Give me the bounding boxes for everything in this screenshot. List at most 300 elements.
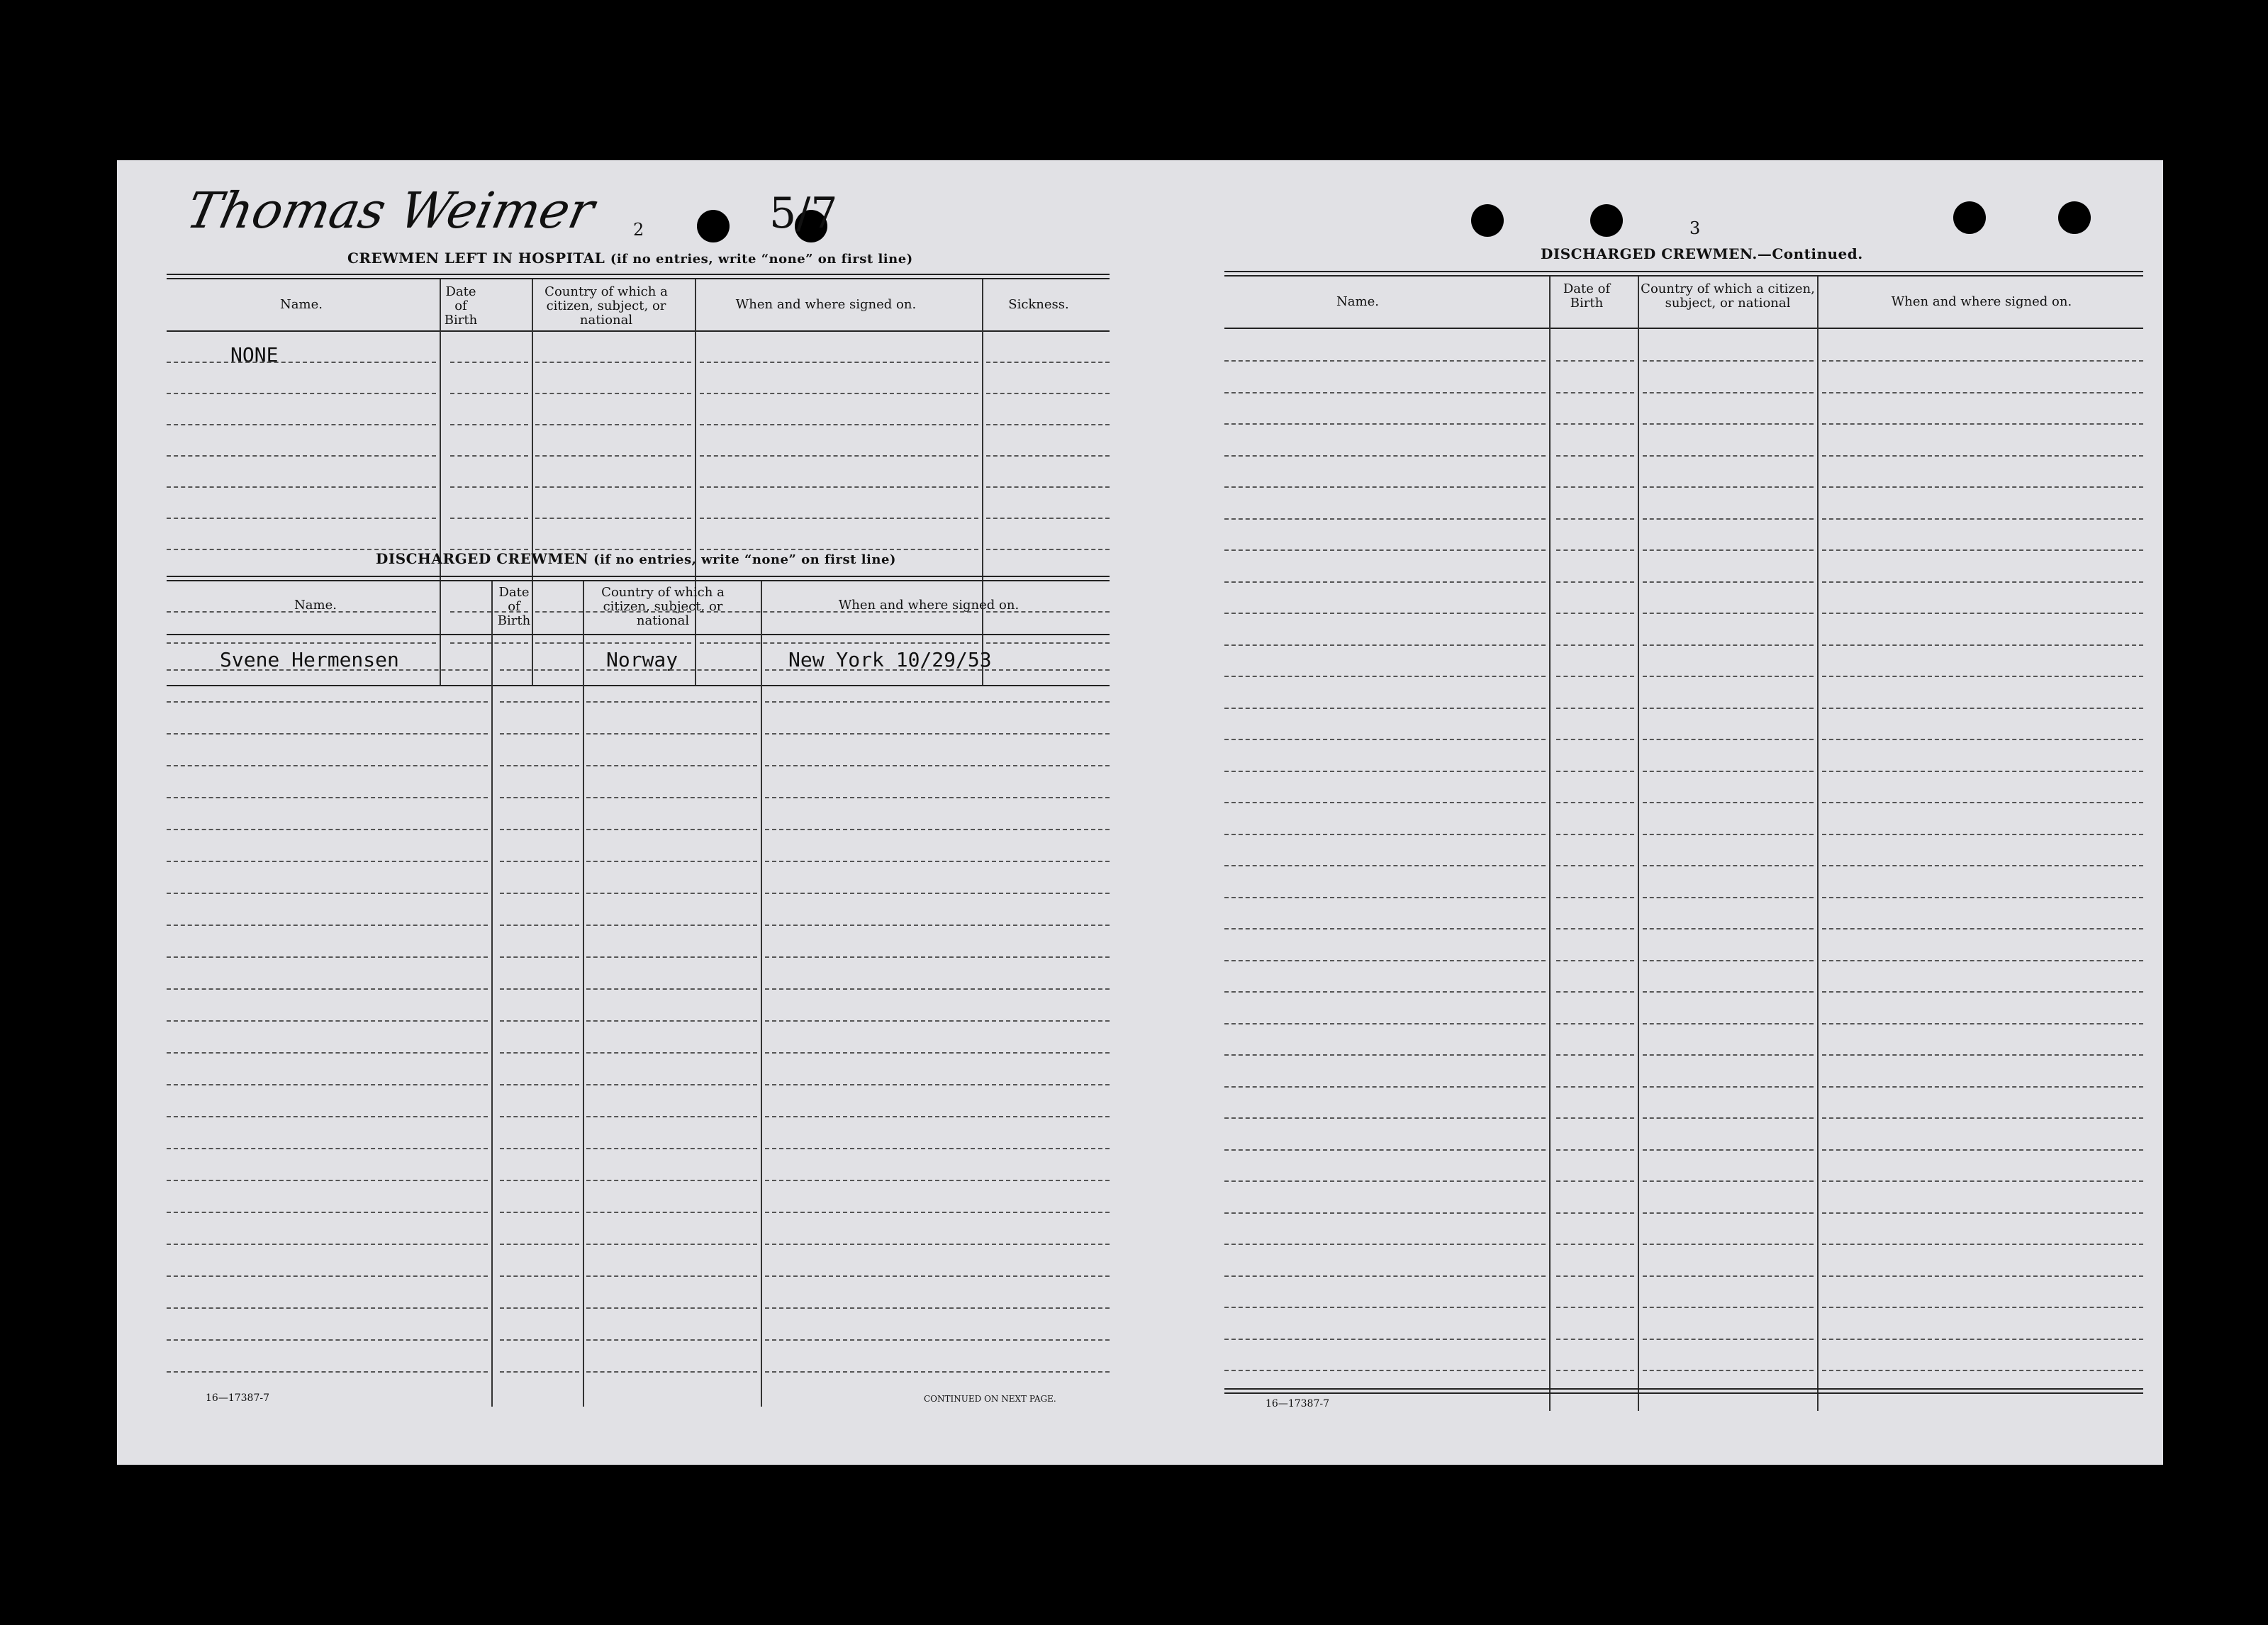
column-divider bbox=[761, 581, 762, 1407]
ruled-line bbox=[167, 701, 488, 703]
ruled-line bbox=[1556, 802, 1634, 803]
ruled-line bbox=[1224, 865, 1546, 866]
ruled-line bbox=[1643, 1307, 1814, 1308]
ruled-line bbox=[1643, 1054, 1814, 1056]
ruled-line bbox=[1822, 1117, 2143, 1119]
ruled-line bbox=[765, 925, 1110, 926]
ruled-line bbox=[765, 797, 1110, 798]
form-number: 16—17387-7 bbox=[206, 1392, 269, 1404]
ruled-line bbox=[450, 518, 528, 519]
ruled-line bbox=[1556, 581, 1634, 583]
ruled-line bbox=[500, 925, 579, 926]
ruled-line bbox=[1224, 1307, 1546, 1308]
ruled-line bbox=[1643, 1244, 1814, 1245]
col-header-signed: When and where signed on. bbox=[1891, 294, 2072, 309]
ruled-line bbox=[1556, 928, 1634, 929]
ruled-line bbox=[986, 486, 1110, 488]
ruled-line bbox=[1822, 1307, 2143, 1308]
ruled-line bbox=[167, 1020, 488, 1022]
ruled-line bbox=[765, 1371, 1110, 1373]
ruled-line bbox=[1556, 739, 1634, 740]
ruled-line bbox=[535, 455, 691, 457]
ruled-line bbox=[1822, 360, 2143, 362]
col-header-signed: When and where signed on. bbox=[838, 598, 1020, 613]
ruled-line bbox=[1643, 928, 1814, 929]
ruled-line bbox=[1643, 549, 1814, 551]
ruled-line bbox=[765, 893, 1110, 894]
ruled-line bbox=[1556, 423, 1634, 425]
ruled-line bbox=[586, 1084, 757, 1085]
ruled-line bbox=[1556, 1339, 1634, 1340]
ruled-line bbox=[1556, 455, 1634, 457]
ruled-line bbox=[1224, 708, 1546, 709]
ruled-line bbox=[765, 1180, 1110, 1181]
ruled-line bbox=[450, 642, 528, 644]
header-underline bbox=[167, 634, 1110, 635]
column-divider bbox=[583, 581, 584, 1407]
ruled-line bbox=[167, 988, 488, 990]
page-number: 2 bbox=[633, 220, 644, 240]
ruled-line bbox=[500, 701, 579, 703]
ruled-line bbox=[586, 733, 757, 735]
ruled-line bbox=[500, 1307, 579, 1309]
ruled-line bbox=[1822, 771, 2143, 772]
punch-hole bbox=[1953, 201, 1986, 234]
ruled-line bbox=[1822, 581, 2143, 583]
ruled-line bbox=[1643, 708, 1814, 709]
ruled-line bbox=[986, 549, 1110, 550]
ruled-line bbox=[1224, 581, 1546, 583]
ruled-line bbox=[1556, 392, 1634, 393]
ruled-line bbox=[1556, 360, 1634, 362]
column-divider bbox=[1549, 277, 1551, 1411]
ruled-line bbox=[1643, 392, 1814, 393]
ruled-line bbox=[167, 1180, 488, 1181]
ruled-line bbox=[167, 1244, 488, 1245]
ruled-line bbox=[167, 1116, 488, 1117]
ruled-line bbox=[1822, 1244, 2143, 1245]
ruled-line bbox=[535, 362, 691, 363]
ruled-line bbox=[167, 362, 436, 363]
ruled-line bbox=[586, 1307, 757, 1309]
ruled-line bbox=[1224, 455, 1546, 457]
ruled-line bbox=[500, 861, 579, 862]
ruled-line bbox=[1643, 1117, 1814, 1119]
column-divider bbox=[440, 279, 441, 685]
ruled-line bbox=[1224, 613, 1546, 614]
ruled-line bbox=[500, 1020, 579, 1022]
ruled-line bbox=[586, 1371, 757, 1373]
ruled-line bbox=[167, 1275, 488, 1277]
ruled-line bbox=[450, 393, 528, 394]
ruled-line bbox=[1643, 455, 1814, 457]
ruled-line bbox=[167, 861, 488, 862]
ruled-line bbox=[167, 1339, 488, 1341]
ruled-line bbox=[450, 362, 528, 363]
ruled-line bbox=[500, 1084, 579, 1085]
ruled-line bbox=[700, 642, 978, 644]
ruled-line bbox=[986, 362, 1110, 363]
ruled-line bbox=[167, 829, 488, 830]
ruled-line bbox=[1556, 1149, 1634, 1151]
footer-rule bbox=[1224, 1388, 2143, 1394]
ruled-line bbox=[765, 1116, 1110, 1117]
ruled-line bbox=[1224, 960, 1546, 961]
ruled-line bbox=[986, 455, 1110, 457]
ruled-line bbox=[1224, 1054, 1546, 1056]
col-header-dob: Date of Birth bbox=[444, 284, 478, 328]
ruled-line bbox=[1643, 1180, 1814, 1182]
ruled-line bbox=[765, 1052, 1110, 1054]
ruled-line bbox=[1224, 1149, 1546, 1151]
ruled-line bbox=[1224, 739, 1546, 740]
ruled-line bbox=[765, 1084, 1110, 1085]
ruled-line bbox=[1556, 771, 1634, 772]
ruled-line bbox=[1224, 928, 1546, 929]
ruled-line bbox=[167, 1307, 488, 1309]
column-divider bbox=[1817, 277, 1819, 1411]
ruled-line bbox=[700, 486, 978, 488]
ruled-line bbox=[1822, 1339, 2143, 1340]
ruled-line bbox=[1822, 1023, 2143, 1024]
ruled-line bbox=[1224, 676, 1546, 677]
ruled-line bbox=[450, 424, 528, 425]
ruled-line bbox=[1822, 518, 2143, 520]
ruled-line bbox=[1822, 834, 2143, 835]
ruled-line bbox=[1224, 834, 1546, 835]
ruled-line bbox=[1822, 1180, 2143, 1182]
ruled-line bbox=[586, 1244, 757, 1245]
ruled-line bbox=[167, 1371, 488, 1373]
ruled-line bbox=[1822, 928, 2143, 929]
ruled-line bbox=[586, 1116, 757, 1117]
ruled-line bbox=[765, 1339, 1110, 1341]
ruled-line bbox=[586, 1052, 757, 1054]
header-rule bbox=[167, 576, 1110, 581]
ruled-line bbox=[500, 797, 579, 798]
ruled-line bbox=[1822, 1212, 2143, 1214]
ruled-line bbox=[1643, 518, 1814, 520]
ruled-line bbox=[1224, 1212, 1546, 1214]
ruled-line bbox=[500, 669, 579, 671]
ruled-line bbox=[1822, 644, 2143, 646]
ruled-line bbox=[1224, 423, 1546, 425]
ruled-line bbox=[1224, 1275, 1546, 1277]
ruled-line bbox=[1556, 1086, 1634, 1088]
column-divider bbox=[491, 581, 493, 1407]
ruled-line bbox=[586, 988, 757, 990]
ruled-line bbox=[1556, 1275, 1634, 1277]
ruled-line bbox=[1556, 1180, 1634, 1182]
ruled-line bbox=[1556, 613, 1634, 614]
ruled-line bbox=[1822, 960, 2143, 961]
section-title: CREWMEN LEFT IN HOSPITAL bbox=[347, 250, 605, 267]
ruled-line bbox=[765, 829, 1110, 830]
section-title: DISCHARGED CREWMEN bbox=[376, 550, 588, 567]
ruled-line bbox=[986, 642, 1110, 644]
ruled-line bbox=[1224, 392, 1546, 393]
ruled-line bbox=[167, 925, 488, 926]
ruled-line bbox=[535, 518, 691, 519]
ruled-line bbox=[1822, 392, 2143, 393]
ruled-line bbox=[765, 733, 1110, 735]
ruled-line bbox=[1556, 549, 1634, 551]
ruled-line bbox=[700, 393, 978, 394]
ruled-line bbox=[1643, 1212, 1814, 1214]
ruled-line bbox=[450, 455, 528, 457]
ruled-line bbox=[1224, 802, 1546, 803]
ruled-line bbox=[1556, 1244, 1634, 1245]
ruled-line bbox=[1556, 486, 1634, 488]
header-rule bbox=[167, 274, 1110, 279]
ruled-line bbox=[1822, 1086, 2143, 1088]
ruled-line bbox=[167, 1148, 488, 1149]
ruled-line bbox=[1556, 518, 1634, 520]
ruled-line bbox=[765, 1275, 1110, 1277]
col-header-signed: When and where signed on. bbox=[735, 297, 917, 312]
col-header-country: Country of which a citizen, subject, or national bbox=[1641, 281, 1815, 311]
ruled-line bbox=[586, 829, 757, 830]
ruled-line bbox=[500, 1275, 579, 1277]
ruled-line bbox=[1224, 771, 1546, 772]
ruled-line bbox=[535, 393, 691, 394]
punch-hole bbox=[1471, 204, 1504, 237]
ruled-line bbox=[1556, 991, 1634, 993]
right-section-title: DISCHARGED CREWMEN.—Continued. bbox=[1541, 245, 1863, 262]
document-sheet bbox=[117, 160, 2163, 1465]
ruled-line bbox=[1822, 1054, 2143, 1056]
ruled-line bbox=[167, 486, 436, 488]
ruled-line bbox=[1643, 676, 1814, 677]
ruled-line bbox=[167, 642, 436, 644]
ruled-line bbox=[1643, 1086, 1814, 1088]
right-page bbox=[1180, 160, 2163, 1465]
ruled-line bbox=[500, 956, 579, 958]
ruled-line bbox=[586, 893, 757, 894]
ruled-line bbox=[986, 424, 1110, 425]
crewman-country: Norway bbox=[606, 648, 678, 671]
ruled-line bbox=[1224, 897, 1546, 898]
ruled-line bbox=[1224, 486, 1546, 488]
ruled-line bbox=[167, 424, 436, 425]
ruled-line bbox=[586, 1020, 757, 1022]
ruled-line bbox=[586, 1180, 757, 1181]
ruled-line bbox=[765, 988, 1110, 990]
ruled-line bbox=[1643, 771, 1814, 772]
ruled-line bbox=[1224, 1339, 1546, 1340]
ruled-line bbox=[765, 765, 1110, 766]
ruled-line bbox=[1643, 1023, 1814, 1024]
ruled-line bbox=[1822, 1275, 2143, 1277]
ruled-line bbox=[167, 518, 436, 519]
ruled-line bbox=[1822, 739, 2143, 740]
hospital-section-title bbox=[347, 250, 913, 267]
header-underline bbox=[1224, 328, 2143, 329]
ruled-line bbox=[1643, 581, 1814, 583]
ruled-line bbox=[1556, 708, 1634, 709]
ruled-line bbox=[1822, 486, 2143, 488]
ruled-line bbox=[765, 1307, 1110, 1309]
ruled-line bbox=[1224, 1180, 1546, 1182]
column-divider bbox=[1638, 277, 1639, 1411]
ruled-line bbox=[1556, 644, 1634, 646]
ruled-line bbox=[500, 1212, 579, 1213]
ruled-line bbox=[1224, 518, 1546, 520]
handwritten-mark: 5/7 bbox=[769, 189, 838, 238]
ruled-line bbox=[1643, 1370, 1814, 1371]
section-note: (if no entries, write “none” on first line) bbox=[593, 552, 896, 567]
ruled-line bbox=[700, 518, 978, 519]
left-page bbox=[117, 160, 1131, 1465]
ruled-line bbox=[586, 1275, 757, 1277]
ruled-line bbox=[1643, 644, 1814, 646]
ruled-line bbox=[765, 1212, 1110, 1213]
ruled-line bbox=[1822, 708, 2143, 709]
ruled-line bbox=[700, 455, 978, 457]
ruled-line bbox=[535, 486, 691, 488]
ruled-line bbox=[765, 1244, 1110, 1245]
ruled-line bbox=[586, 861, 757, 862]
ruled-line bbox=[1643, 423, 1814, 425]
ruled-line bbox=[500, 1339, 579, 1341]
ruled-line bbox=[765, 669, 1110, 671]
ruled-line bbox=[500, 893, 579, 894]
page-number: 3 bbox=[1689, 218, 1701, 238]
col-header-country: Country of which a citizen, subject, or national bbox=[601, 585, 725, 628]
ruled-line bbox=[586, 1148, 757, 1149]
header-rule bbox=[1224, 271, 2143, 277]
ruled-line bbox=[167, 893, 488, 894]
ruled-line bbox=[167, 1212, 488, 1213]
ruled-line bbox=[586, 925, 757, 926]
ruled-line bbox=[1822, 802, 2143, 803]
header-underline bbox=[167, 330, 1110, 332]
punch-hole bbox=[1590, 204, 1623, 237]
ruled-line bbox=[500, 1180, 579, 1181]
ruled-line bbox=[1556, 897, 1634, 898]
ruled-line bbox=[765, 1020, 1110, 1022]
ruled-line bbox=[700, 362, 978, 363]
col-header-dob: Date of Birth bbox=[1563, 281, 1611, 311]
ruled-line bbox=[1822, 865, 2143, 866]
column-divider bbox=[982, 279, 983, 685]
handwritten-signature: Thomas Weimer bbox=[181, 182, 600, 240]
ruled-line bbox=[1822, 613, 2143, 614]
ruled-line bbox=[1643, 834, 1814, 835]
ruled-line bbox=[586, 797, 757, 798]
ruled-line bbox=[500, 988, 579, 990]
ruled-line bbox=[586, 669, 757, 671]
ruled-line bbox=[500, 1052, 579, 1054]
ruled-line bbox=[1643, 486, 1814, 488]
ruled-line bbox=[1643, 1339, 1814, 1340]
col-header-name: Name. bbox=[280, 297, 323, 312]
ruled-line bbox=[1224, 1244, 1546, 1245]
section-end-rule bbox=[167, 685, 1110, 686]
punch-hole bbox=[697, 210, 730, 242]
ruled-line bbox=[1822, 676, 2143, 677]
ruled-line bbox=[1643, 960, 1814, 961]
ruled-line bbox=[765, 1148, 1110, 1149]
ruled-line bbox=[167, 733, 488, 735]
ruled-line bbox=[1643, 802, 1814, 803]
ruled-line bbox=[1224, 1086, 1546, 1088]
section-note: (if no entries, write “none” on first line) bbox=[610, 252, 913, 267]
ruled-line bbox=[1556, 1370, 1634, 1371]
ruled-line bbox=[167, 1052, 488, 1054]
col-header-name: Name. bbox=[1336, 294, 1379, 309]
col-header-name: Name. bbox=[294, 598, 337, 613]
form-number: 16—17387-7 bbox=[1266, 1398, 1329, 1409]
ruled-line bbox=[1643, 613, 1814, 614]
ruled-line bbox=[167, 1084, 488, 1085]
punch-hole bbox=[2058, 201, 2091, 234]
ruled-line bbox=[765, 701, 1110, 703]
ruled-line bbox=[500, 1244, 579, 1245]
ruled-line bbox=[765, 861, 1110, 862]
ruled-line bbox=[1556, 1117, 1634, 1119]
ruled-line bbox=[986, 518, 1110, 519]
col-header-sickness: Sickness. bbox=[1008, 297, 1069, 312]
ruled-line bbox=[1643, 991, 1814, 993]
ruled-line bbox=[1556, 960, 1634, 961]
ruled-line bbox=[1224, 549, 1546, 551]
ruled-line bbox=[1556, 1023, 1634, 1024]
ruled-line bbox=[1822, 1149, 2143, 1151]
ruled-line bbox=[1822, 549, 2143, 551]
ruled-line bbox=[1224, 1117, 1546, 1119]
ruled-line bbox=[700, 424, 978, 425]
ruled-line bbox=[1822, 455, 2143, 457]
ruled-line bbox=[1643, 1275, 1814, 1277]
col-header-country: Country of which a citizen, subject, or national bbox=[544, 284, 668, 328]
ruled-line bbox=[1556, 1212, 1634, 1214]
ruled-line bbox=[586, 956, 757, 958]
ruled-line bbox=[167, 393, 436, 394]
ruled-line bbox=[1643, 739, 1814, 740]
ruled-line bbox=[535, 424, 691, 425]
ruled-line bbox=[500, 1148, 579, 1149]
ruled-line bbox=[535, 642, 691, 644]
col-header-dob: Date of Birth bbox=[497, 585, 531, 628]
ruled-line bbox=[1822, 897, 2143, 898]
crewman-signed-on: New York 10/29/53 bbox=[788, 648, 992, 671]
ruled-line bbox=[1556, 834, 1634, 835]
ruled-line bbox=[1224, 360, 1546, 362]
ruled-line bbox=[586, 1339, 757, 1341]
ruled-line bbox=[167, 669, 488, 671]
ruled-line bbox=[1224, 1370, 1546, 1371]
ruled-line bbox=[167, 797, 488, 798]
ruled-line bbox=[1556, 1307, 1634, 1308]
ruled-line bbox=[765, 956, 1110, 958]
ruled-line bbox=[1643, 1149, 1814, 1151]
ruled-line bbox=[1643, 897, 1814, 898]
ruled-line bbox=[500, 829, 579, 830]
ruled-line bbox=[500, 1371, 579, 1373]
ruled-line bbox=[1822, 991, 2143, 993]
continued-note: CONTINUED ON NEXT PAGE. bbox=[924, 1394, 1056, 1404]
ruled-line bbox=[167, 956, 488, 958]
ruled-line bbox=[1643, 865, 1814, 866]
ruled-line bbox=[167, 455, 436, 457]
ruled-line bbox=[500, 733, 579, 735]
hospital-entry: NONE bbox=[230, 343, 279, 367]
discharged-section-title bbox=[376, 550, 896, 567]
ruled-line bbox=[586, 701, 757, 703]
ruled-line bbox=[586, 765, 757, 766]
ruled-line bbox=[500, 1116, 579, 1117]
